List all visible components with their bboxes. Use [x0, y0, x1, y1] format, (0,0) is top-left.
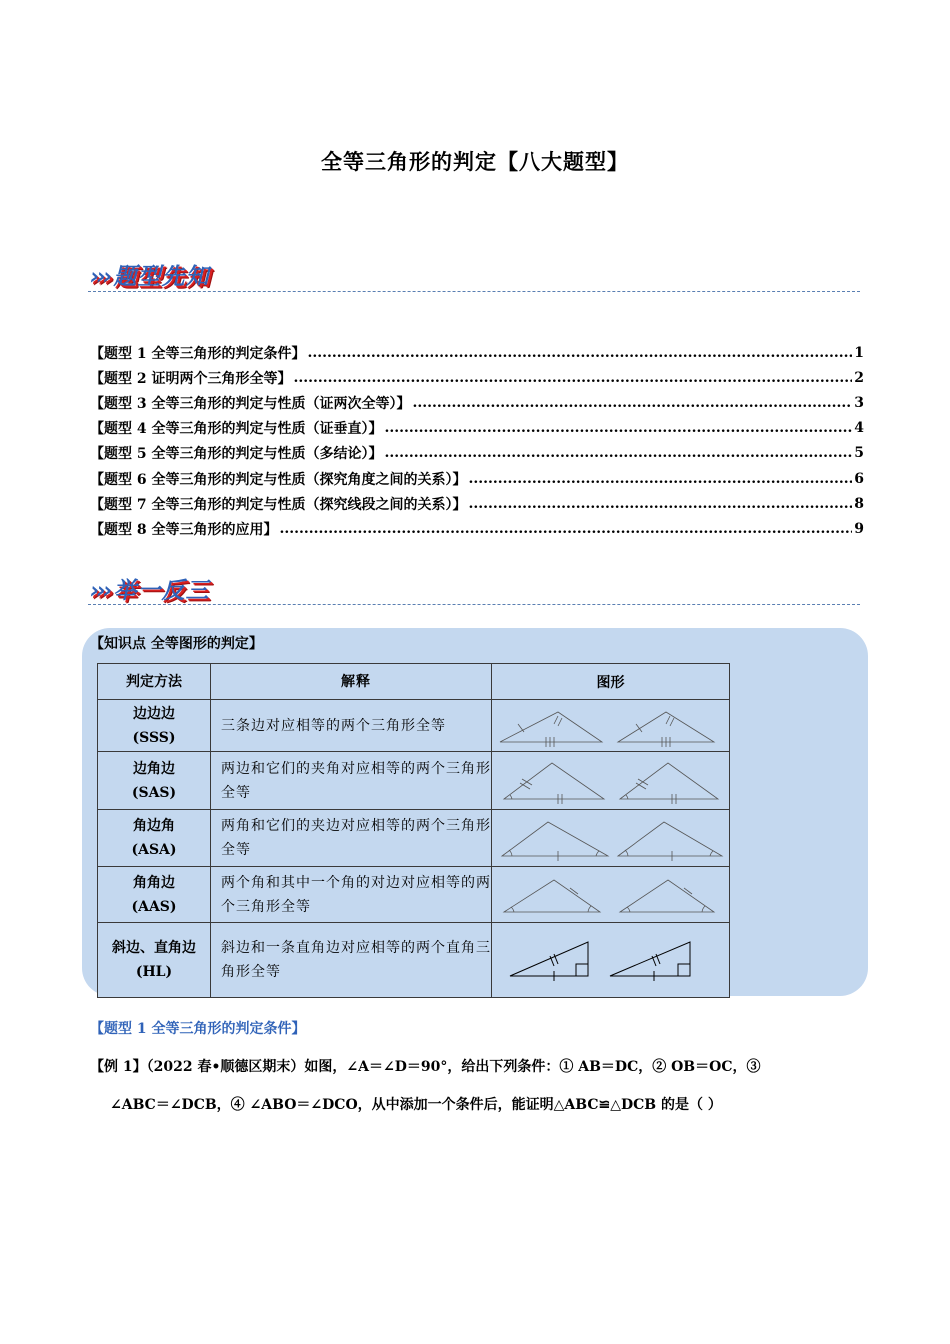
toc-page-number: 5 [854, 445, 864, 462]
table-of-contents [90, 340, 864, 542]
toc-page-number: 9 [854, 520, 864, 537]
toc-leader-dots [308, 345, 853, 361]
page-title: 全等三角形的判定【八大题型】 [321, 150, 629, 174]
asa-figure [492, 810, 730, 867]
example-line-2: ∠ABC＝∠DCB，④ ∠ABO＝∠DCO，从中添加一个条件后，能证明△ABC≌△DCB 的是（ ） [110, 1097, 722, 1113]
toc-entry[interactable] [90, 466, 864, 491]
method-cell: 角边角 (ASA) [98, 810, 211, 867]
banner-text: 题型先知 [113, 264, 210, 290]
method-cell: 边边边 (SSS) [98, 700, 211, 752]
explain-cell: 两角和它们的夹边对应相等的两个三角形全等 [211, 810, 492, 867]
method-cell: 角角边 (AAS) [98, 867, 211, 923]
arrows-icon: ››› [90, 578, 110, 604]
toc-entry[interactable] [90, 390, 864, 415]
divider [88, 291, 860, 292]
toc-entry[interactable] [90, 340, 864, 365]
sss-figure [492, 700, 730, 752]
toc-label: 【题型 2 证明两个三角形全等】 [90, 370, 292, 387]
section-banner-preview [90, 258, 209, 291]
aas-figure [492, 867, 730, 923]
toc-leader-dots [413, 395, 853, 411]
header-method: 判定方法 [98, 664, 211, 700]
toc-page-number: 8 [854, 495, 864, 512]
toc-label: 【题型 1 全等三角形的判定条件】 [90, 345, 306, 362]
explain-cell: 两个角和其中一个角的对边对应相等的两个三角形全等 [211, 867, 492, 923]
toc-leader-dots [294, 370, 853, 386]
toc-label: 【题型 4 全等三角形的判定与性质（证垂直）】 [90, 421, 383, 438]
sas-figure [492, 752, 730, 810]
toc-page-number: 4 [854, 420, 864, 437]
explain-cell: 两边和它们的夹角对应相等的两个三角形全等 [211, 752, 492, 810]
toc-leader-dots [469, 471, 853, 487]
explain-cell: 三条边对应相等的两个三角形全等 [211, 700, 492, 752]
toc-label: 【题型 8 全等三角形的应用】 [90, 521, 278, 538]
hl-figure [492, 923, 730, 998]
header-figure: 图形 [492, 664, 730, 700]
toc-label: 【题型 7 全等三角形的判定与性质（探究线段之间的关系）】 [90, 496, 467, 513]
toc-label: 【题型 6 全等三角形的判定与性质（探究角度之间的关系）】 [90, 471, 467, 488]
toc-leader-dots [385, 420, 853, 436]
toc-page-number: 6 [854, 470, 864, 487]
example-line-1: 【例 1】（2022 春•顺德区期末）如图，∠A＝∠D＝90°，给出下列条件：① AB＝DC，② OB＝OC，③ [90, 1059, 761, 1075]
banner-text: 举一反三 [113, 578, 210, 604]
toc-entry[interactable] [90, 365, 864, 390]
toc-page-number: 2 [854, 369, 864, 386]
toc-label: 【题型 5 全等三角形的判定与性质（多结论）】 [90, 446, 383, 463]
toc-entry[interactable] [90, 441, 864, 466]
toc-entry[interactable] [90, 416, 864, 441]
toc-leader-dots [280, 521, 853, 537]
section-heading: 【题型 1 全等三角形的判定条件】 [90, 1021, 306, 1037]
arrows-icon: ››› [90, 264, 110, 290]
toc-leader-dots [385, 445, 853, 461]
congruence-criteria-table [97, 663, 730, 998]
method-cell: 斜边、直角边 (HL) [98, 923, 211, 998]
explain-cell: 斜边和一条直角边对应相等的两个直角三角形全等 [211, 923, 492, 998]
toc-label: 【题型 3 全等三角形的判定与性质（证两次全等）】 [90, 395, 411, 412]
toc-entry[interactable] [90, 491, 864, 516]
toc-page-number: 1 [854, 344, 864, 361]
method-cell: 边角边 (SAS) [98, 752, 211, 810]
toc-entry[interactable] [90, 516, 864, 541]
section-banner-examples [90, 572, 209, 605]
knowledge-title: 【知识点 全等图形的判定】 [90, 636, 263, 652]
divider [88, 604, 860, 605]
toc-page-number: 3 [854, 394, 864, 411]
header-explain: 解释 [211, 664, 492, 700]
example-1 [90, 1048, 865, 1124]
toc-leader-dots [469, 496, 853, 512]
